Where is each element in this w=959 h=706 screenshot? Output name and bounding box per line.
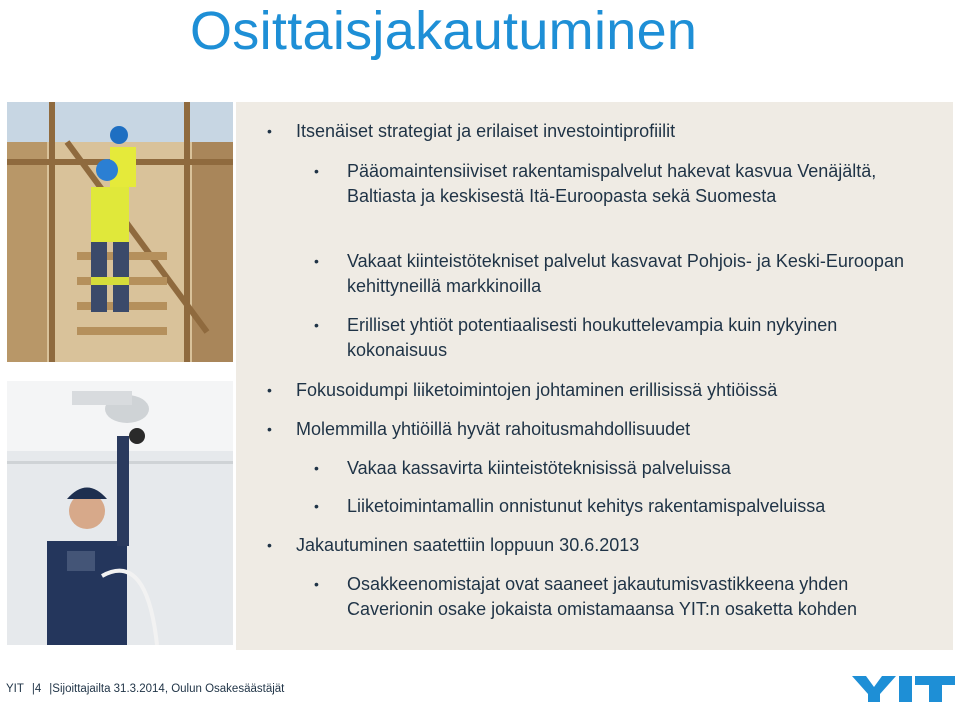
bullet-dot-icon: • — [314, 460, 319, 476]
technician-illustration — [7, 381, 233, 645]
footer-separator: | — [31, 683, 35, 695]
slide-title: Osittaisjakautuminen — [190, 1, 698, 61]
bullet-dot-icon: • — [267, 421, 272, 437]
technician-photo — [7, 381, 233, 645]
bullet-dot-icon: • — [314, 317, 319, 333]
footer-separator: | — [49, 683, 53, 695]
bullet-dot-icon: • — [267, 537, 272, 553]
bullet-item: • Fokusoidumpi liiketoimintojen johtaminen erillisissä yhtiöissä — [296, 378, 936, 403]
bullet-item: • Itsenäiset strategiat ja erilaiset investointiprofiilit — [296, 119, 936, 144]
construction-workers-illustration — [7, 102, 233, 362]
content-panel — [236, 102, 953, 650]
footer-event: Sijoittajailta 31.3.2014, Oulun Osakesäästäjät — [52, 683, 285, 695]
sub-bullet-item: • Vakaat kiinteistötekniset palvelut kasvavat Pohjois- ja Keski-Euroopan kehittyneillä markkinoilla — [314, 251, 904, 296]
bullet-dot-icon: • — [267, 123, 272, 139]
page-number: 4 — [34, 683, 42, 695]
bullet-dot-icon: • — [314, 498, 319, 514]
bullet-item: • Jakautuminen saatettiin loppuun 30.6.2013 — [296, 533, 936, 558]
sub-bullet-item: • Pääomaintensiiviset rakentamispalvelut hakevat kasvua Venäjältä, Baltiasta ja keskisestä Itä-Euroopasta sekä Suomesta — [314, 161, 877, 206]
sub-bullet-item: • Vakaa kassavirta kiinteistöteknisissä palveluissa — [347, 456, 937, 481]
bullet-dot-icon: • — [314, 576, 319, 592]
sub-bullet-item: • Liiketoimintamallin onnistunut kehitys rakentamispalveluissa — [347, 494, 937, 519]
footer-company: YIT — [6, 683, 24, 695]
bullet-item: • Molemmilla yhtiöillä hyvät rahoitusmahdollisuudet — [296, 417, 936, 442]
slide-footer — [6, 683, 284, 695]
yit-logo — [852, 674, 956, 704]
bullet-dot-icon: • — [267, 382, 272, 398]
sub-bullet-item: • Erilliset yhtiöt potentiaalisesti houkuttelevampia kuin nykyinen kokonaisuus — [314, 315, 838, 360]
construction-workers-photo — [7, 102, 233, 362]
sub-bullet-item: • Osakkeenomistajat ovat saaneet jakautumisvastikkeena yhden Caverionin osake jokaista omistamaansa YIT:n osaketta kohden — [314, 574, 857, 619]
bullet-dot-icon: • — [314, 163, 319, 179]
bullet-dot-icon: • — [314, 253, 319, 269]
